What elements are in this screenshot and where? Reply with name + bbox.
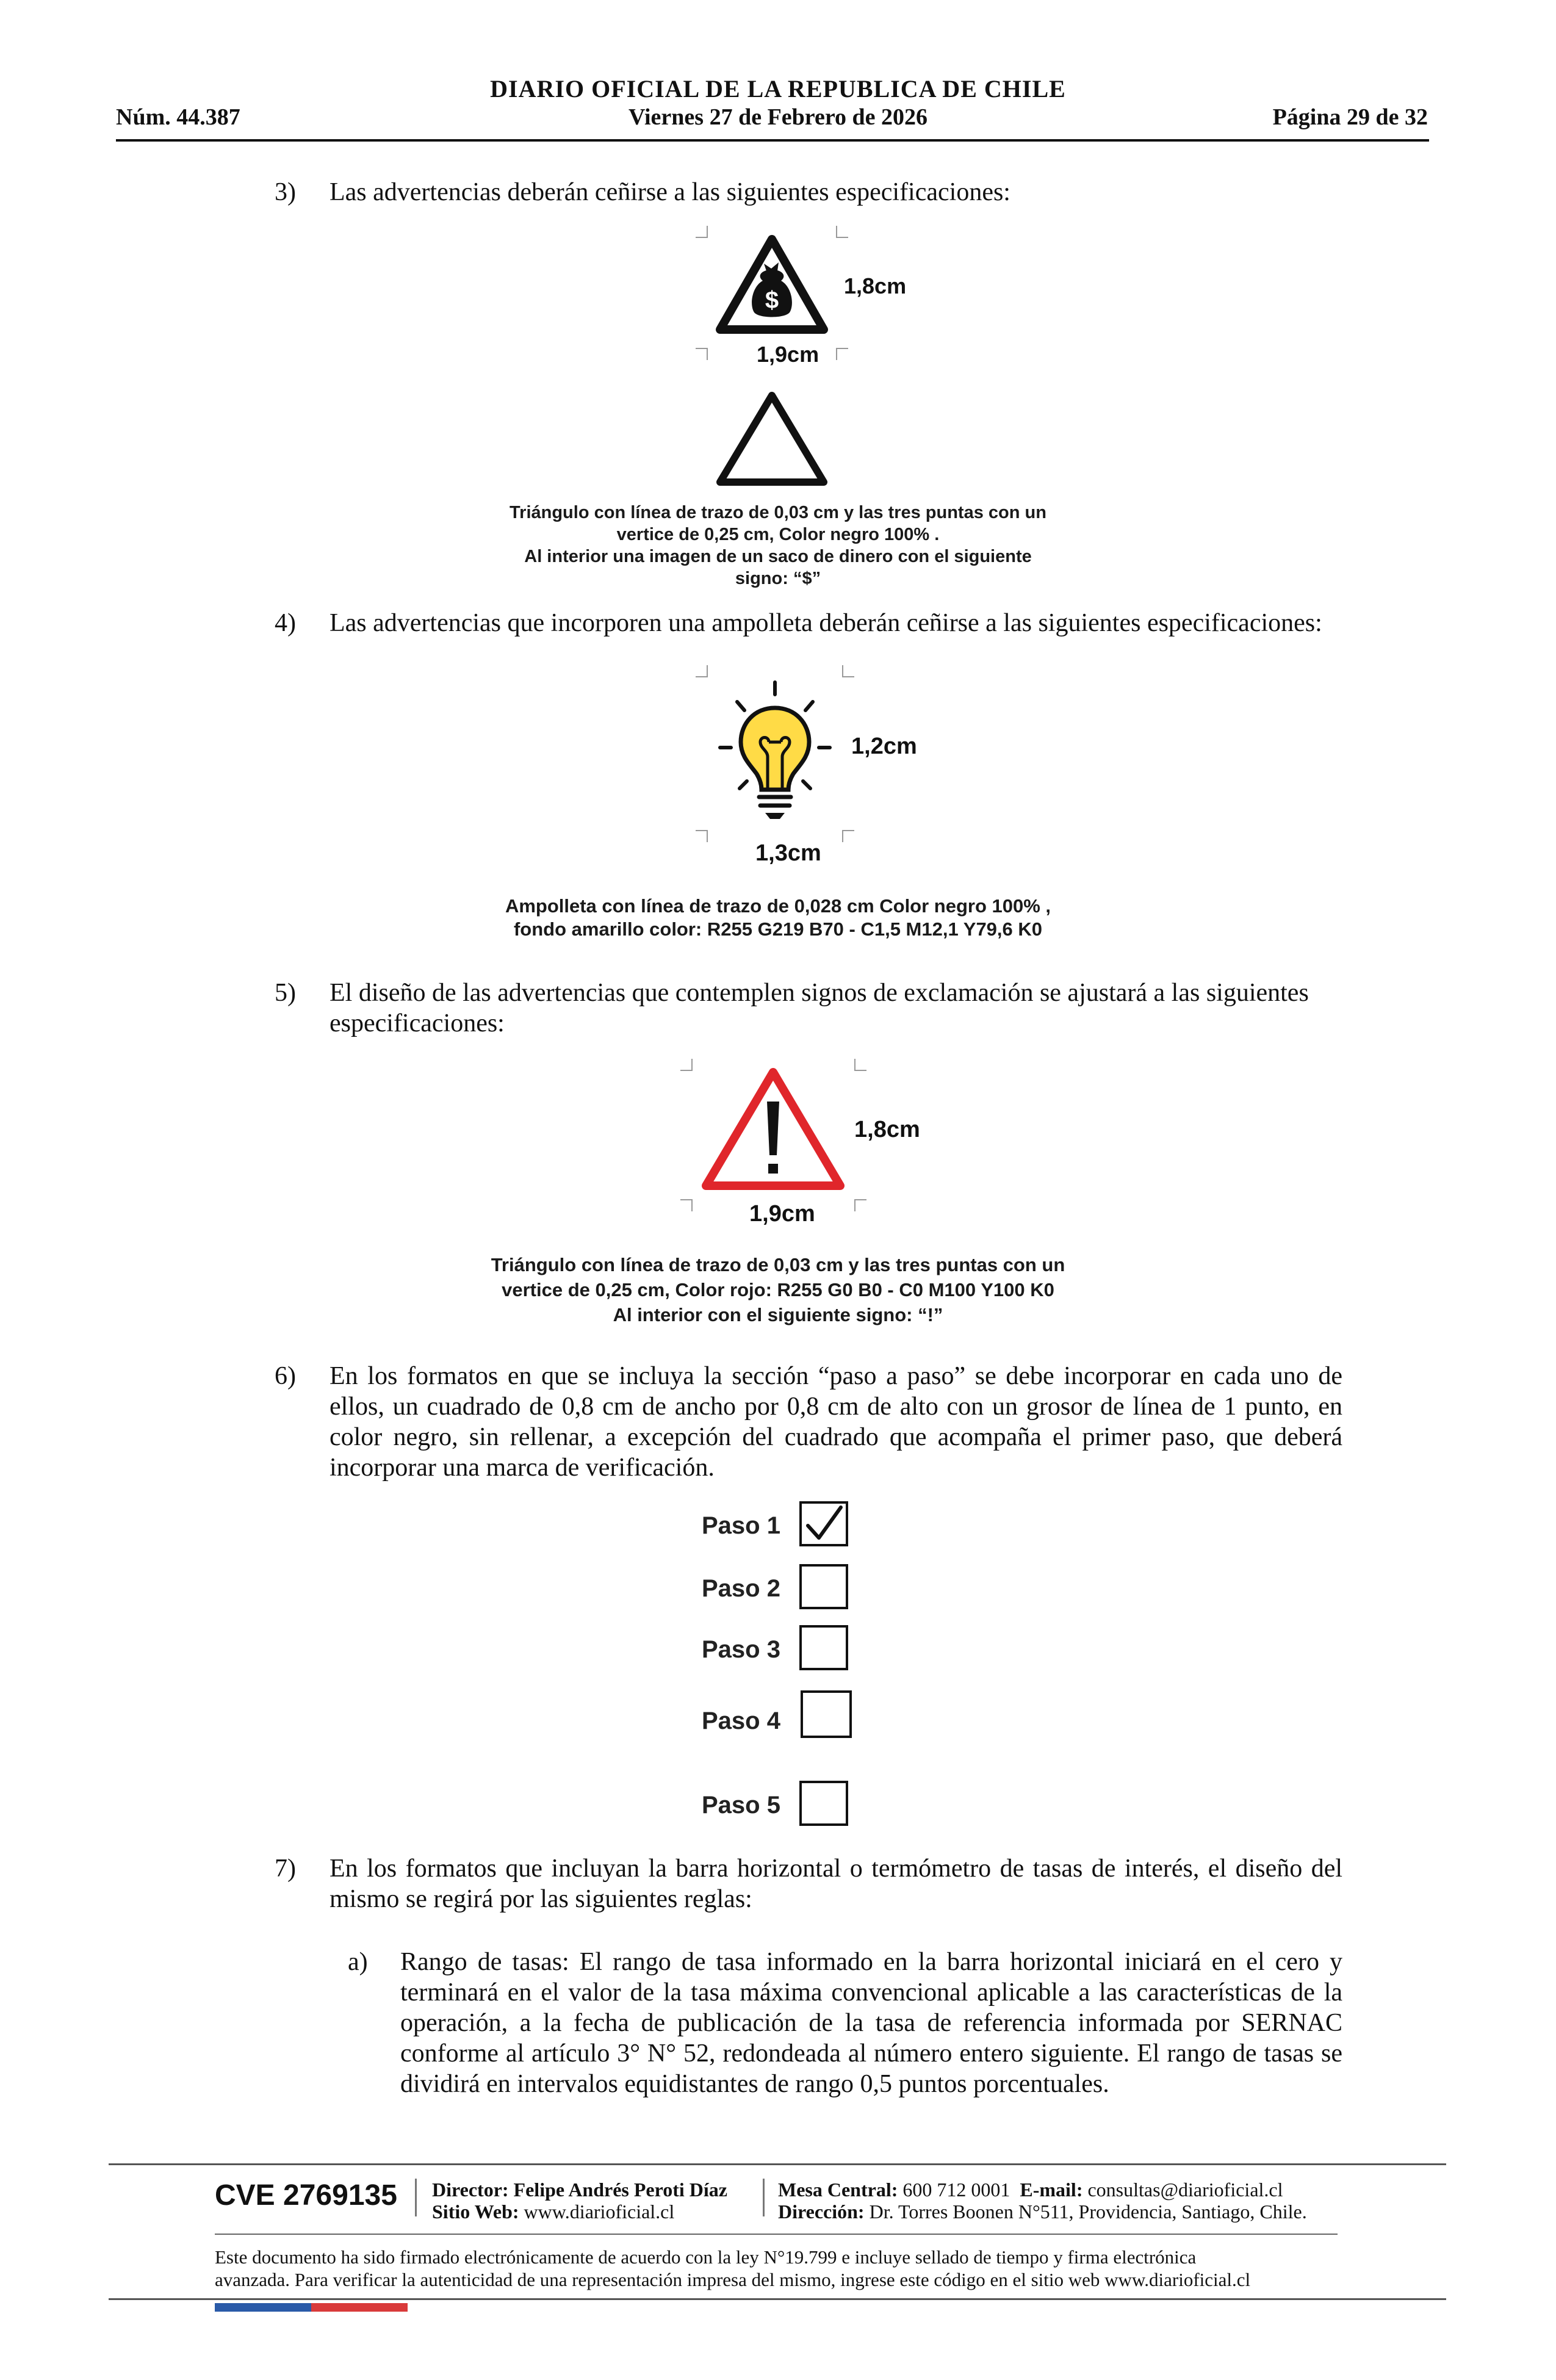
checkmark-icon xyxy=(802,1504,846,1544)
flag-stripe-red xyxy=(311,2303,408,2312)
money-height-label: 1,8cm xyxy=(844,273,907,298)
exclamation-width-label: 1,9cm xyxy=(749,1201,815,1227)
paso-label: Paso 3 xyxy=(702,1636,780,1663)
bulb-height-label: 1,2cm xyxy=(851,734,917,759)
mesa-label: Mesa Central: xyxy=(778,2179,898,2201)
money-bag-warning-icon xyxy=(696,226,848,360)
header-rule xyxy=(116,139,1429,142)
footer-rule xyxy=(109,2163,1446,2165)
publication-date: Viernes 27 de Febrero de 2026 xyxy=(628,104,928,130)
money-width-label: 1,9cm xyxy=(757,342,819,367)
paso-label: Paso 5 xyxy=(702,1792,780,1819)
bulb-width-label: 1,3cm xyxy=(755,840,821,866)
item-5 xyxy=(275,978,1342,1039)
paso-checkbox-checked xyxy=(799,1501,848,1546)
director-label: Director: xyxy=(432,2179,509,2201)
paso-checkbox xyxy=(801,1690,852,1738)
footer-separator xyxy=(415,2179,417,2216)
paso-label: Paso 4 xyxy=(702,1707,780,1734)
item-text: En los formatos que incluyan la barra horizontal o termómetro de tasas de interés, el diseño del mismo se regirá por las siguientes reglas: xyxy=(330,1855,1342,1913)
legal-rule xyxy=(215,2234,1338,2235)
bulb-warning-figure xyxy=(696,665,854,842)
item-text: Las advertencias que incorporen una ampolleta deberán ceñirse a las siguientes especificaciones: xyxy=(330,609,1322,637)
paso-label: Paso 2 xyxy=(702,1575,780,1602)
paso-row xyxy=(702,1564,860,1613)
email-label: E-mail: xyxy=(1020,2179,1083,2201)
item-number: 6) xyxy=(275,1362,296,1390)
email-address[interactable]: consultas@diarioficial.cl xyxy=(1087,2179,1283,2201)
item-6 xyxy=(275,1361,1342,1483)
paso-checkbox xyxy=(799,1564,848,1609)
exclamation-triangle-icon xyxy=(680,1059,866,1211)
publication-title: DIARIO OFICIAL DE LA REPUBLICA DE CHILE xyxy=(490,75,1066,103)
web-address[interactable]: www.diarioficial.cl xyxy=(524,2201,675,2223)
paso-row xyxy=(702,1501,860,1550)
direccion-value: Dr. Torres Boonen N°511, Providencia, Santiago, Chile. xyxy=(869,2201,1307,2223)
item-4 xyxy=(275,608,1342,638)
paso-a-paso-figure xyxy=(702,1501,860,1837)
exclamation-height-label: 1,8cm xyxy=(854,1117,920,1142)
footer-director-block xyxy=(432,2179,727,2223)
page-number: Página 29 de 32 xyxy=(1272,104,1428,130)
bottom-rule xyxy=(109,2298,1446,2300)
money-caption: Triángulo con línea de trazo de 0,03 cm y las tres puntas con un vertice de 0,25 cm, Color negro 100% . Al interior una imagen de un saco de dinero con el siguiente signo: “$” xyxy=(510,503,1046,588)
cve-code: CVE 2769135 xyxy=(215,2179,397,2212)
legal-notice: Este documento ha sido firmado electrónicamente de acuerdo con la ley N°19.799 e incluye sellado de tiempo y firma electrónica avanzada. Para verificar la autenticidad de una representación impresa del mismo, ingrese este código en el sitio web www.diarioficial.cl xyxy=(215,2246,1251,2290)
item-number: 3) xyxy=(275,178,296,206)
triangle-outline-icon xyxy=(711,384,833,494)
paso-checkbox xyxy=(799,1781,848,1826)
item-7 xyxy=(275,1853,1342,1914)
paso-row xyxy=(702,1781,860,1830)
lightbulb-icon xyxy=(696,665,854,842)
paso-row xyxy=(702,1625,860,1674)
item-number: 4) xyxy=(275,609,296,637)
paso-label: Paso 1 xyxy=(702,1512,780,1539)
subitem-text: Rango de tasas: El rango de tasa informado en la barra horizontal iniciará en el cero y terminará en el valor de la tasa máxima convencional aplicable a las características de la operación, a la fecha de publicación de la tasa de referencia informada por SERNAC conforme al artículo 3° N° 52, redondeada al número entero siguiente. El rango de tasas se dividirá en intervalos equidistantes de rango 0,5 puntos porcentuales. xyxy=(400,1948,1342,2098)
item-number: 7) xyxy=(275,1855,296,1883)
exclamation-caption: Triángulo con línea de trazo de 0,03 cm y las tres puntas con un vertice de 0,25 cm, Color rojo: R255 G0 B0 - C0 M100 Y100 K0 Al interior con el siguiente signo: “!” xyxy=(491,1254,1065,1325)
paso-checkbox xyxy=(799,1625,848,1670)
item-text: Las advertencias deberán ceñirse a las siguientes especificaciones: xyxy=(330,178,1010,206)
footer-contact-block xyxy=(778,2179,1307,2223)
paso-row xyxy=(702,1690,860,1745)
subitem-letter: a) xyxy=(348,1948,368,1976)
item-text: En los formatos en que se incluya la sección “paso a paso” se debe incorporar en cada uno de ellos, un cuadrado de 0,8 cm de ancho por 0,8 cm de alto con un grosor de línea de 1 punto, en color negro, sin rellenar, a excepción del cuadrado que acompaña el primer paso, que deberá incorporar una marca de verificación. xyxy=(330,1362,1342,1482)
direccion-label: Dirección: xyxy=(778,2201,865,2223)
item-3 xyxy=(275,177,1342,207)
item-text: El diseño de las advertencias que contemplen signos de exclamación se ajustará a las siguientes especificaciones: xyxy=(330,979,1309,1037)
web-label: Sitio Web: xyxy=(432,2201,519,2223)
money-bag-warning-figure xyxy=(696,226,848,360)
money-symbol: $ xyxy=(765,287,779,314)
bulb-caption: Ampolleta con línea de trazo de 0,028 cm Color negro 100% , fondo amarillo color: R255 G219 B70 - C1,5 M12,1 Y79,6 K0 xyxy=(505,895,1051,940)
flag-stripe-blue xyxy=(215,2303,311,2312)
footer-separator xyxy=(763,2179,765,2216)
item-number: 5) xyxy=(275,979,296,1007)
director-name: Felipe Andrés Peroti Díaz xyxy=(513,2179,727,2201)
issue-number: Núm. 44.387 xyxy=(116,104,240,130)
exclamation-warning-figure xyxy=(680,1059,866,1211)
subitem-a xyxy=(348,1947,1342,2099)
mesa-phone: 600 712 0001 xyxy=(902,2179,1010,2201)
